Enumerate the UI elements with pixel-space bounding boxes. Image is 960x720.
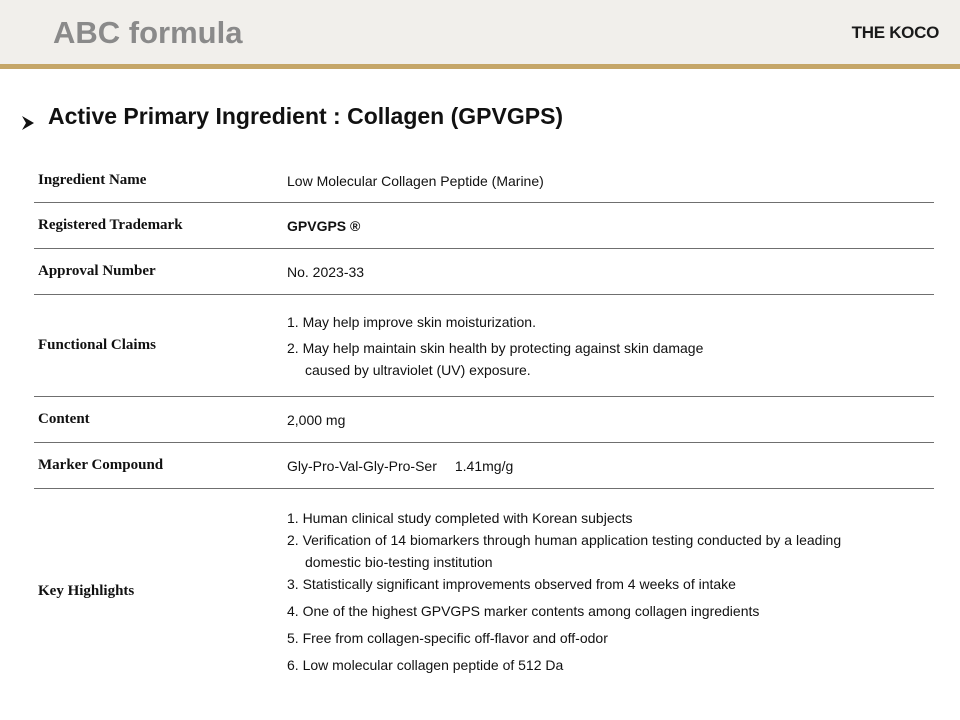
highlight-item: 2. Verification of 14 biomarkers through human application testing conducted by a leading — [287, 532, 842, 548]
header-accent-bar — [0, 64, 960, 69]
table-row — [34, 489, 934, 695]
row-label: Key Highlights — [38, 583, 135, 599]
row-value — [283, 489, 934, 695]
section-heading — [20, 101, 563, 131]
table-row — [34, 443, 934, 489]
table-row — [34, 295, 934, 397]
row-label: Content — [38, 411, 90, 427]
row-value: 2,000 mg — [287, 411, 346, 428]
table-row — [34, 397, 934, 443]
claim-item-continued: caused by ultraviolet (UV) exposure. — [305, 361, 531, 378]
row-value — [283, 295, 934, 397]
claim-item: 1. May help improve skin moisturization. — [287, 313, 536, 330]
header — [0, 0, 960, 64]
highlight-item: 1. Human clinical study completed with Korean subjects — [287, 510, 633, 526]
highlight-item-continued: domestic bio-testing institution — [305, 554, 493, 570]
row-label: Ingredient Name — [38, 172, 147, 188]
row-value — [283, 443, 934, 489]
highlight-item: 6. Low molecular collagen peptide of 512 Da — [287, 657, 564, 673]
marker-compound-name: Gly-Pro-Val-Gly-Pro-Ser — [287, 457, 437, 474]
ingredient-spec-table — [34, 159, 934, 694]
row-value: GPVGPS ® — [287, 217, 361, 234]
brand-logo-text: THE KOCO — [851, 23, 939, 42]
marker-compound-amount: 1.41mg/g — [454, 457, 514, 474]
claim-item: 2. May help maintain skin health by protecting against skin damage — [287, 339, 704, 356]
highlight-item: 3. Statistically significant improvements observed from 4 weeks of intake — [287, 576, 736, 592]
row-label: Approval Number — [38, 263, 156, 279]
section-heading-text: Active Primary Ingredient : Collagen (GPVGPS) — [48, 103, 564, 129]
table-row — [34, 249, 934, 295]
row-value: No. 2023-33 — [287, 263, 365, 280]
table-row — [34, 203, 934, 249]
highlight-item: 4. One of the highest GPVGPS marker contents among collagen ingredients — [287, 603, 760, 619]
page-title: ABC formula — [53, 15, 243, 50]
row-label: Functional Claims — [38, 337, 156, 353]
highlight-item: 5. Free from collagen-specific off-flavor and off-odor — [287, 630, 608, 646]
row-value: Low Molecular Collagen Peptide (Marine) — [287, 172, 544, 189]
row-label: Marker Compound — [38, 457, 164, 473]
arrow-right-icon — [20, 108, 36, 124]
table-row — [34, 159, 934, 203]
row-label: Registered Trademark — [38, 217, 183, 233]
